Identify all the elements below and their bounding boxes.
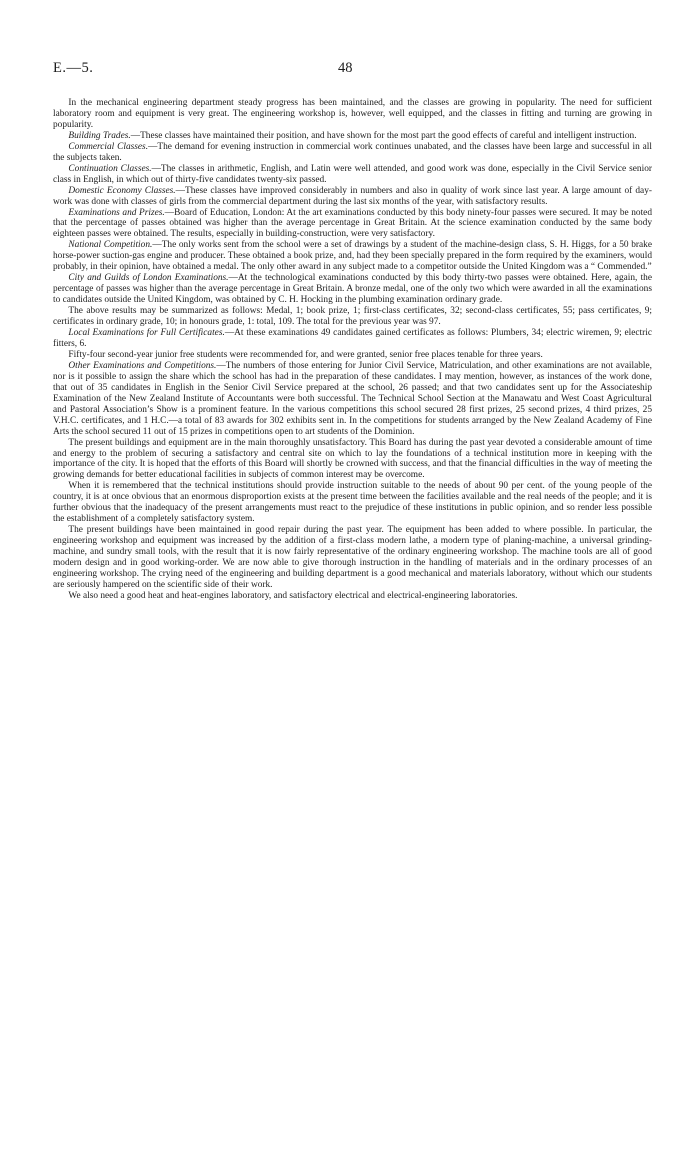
paragraph-text: —These classes have maintained their position, and have shown for the most part the good effects of careful and intelligent instruction. <box>130 130 637 141</box>
paragraph-heading: Examinations and Prizes. <box>68 207 165 218</box>
paragraph-heading: City and Guilds of London Examinations. <box>68 273 229 284</box>
paragraph-heading: Other Examinations and Competitions. <box>68 360 217 371</box>
paragraph-text: —These classes have improved considerably in numbers and also in quality of work since last year. A large amount of day-work was done with classes of girls from the commercial department during the last six months of the year, with satisfactory results. <box>53 185 652 207</box>
paragraph-heading: Commercial Classes. <box>68 141 149 152</box>
paragraph-building-trades <box>53 131 652 142</box>
paragraph-technical-institutions <box>53 481 652 525</box>
paragraph-text: The present buildings have been maintained in good repair during the past year. The equipment has been added to where possible. In particular, the engineering workshop and equipment was increased by the addition of a first-class modern lathe, a modern type of planing-machine, a universal grinding-machine, and sundry small tools, with the result that it is now fairly representative of the ordinary engineering workshop. The machine tools are all of good modern design and in good working-order. We are now able to give thorough instruction in the handling of materials and in the ordinary processes of an engineering workshop. The crying need of the engineering and building department is a good mechanical and materials laboratory, without which our students are seriously hampered on the scientific side of their work. <box>53 525 652 590</box>
paragraph-text: —At the technological examinations conducted by this body thirty-two passes were obtained. Here, again, the percentage of passes was higher than the average percentage in Great Britain. A bronze medal, one of the only two which were awarded in all the examinations to candidates outside the United Kingdom, was obtained by C. H. Hocking in the plumbing examination ordinary grade. <box>53 273 652 306</box>
paragraph-heading: Domestic Economy Classes. <box>68 185 176 196</box>
paragraph-national-competition <box>53 240 652 273</box>
paragraph-local-examinations <box>53 328 652 350</box>
paragraph-heading: Continuation Classes. <box>68 163 152 174</box>
paragraph-examinations-prizes <box>53 208 652 241</box>
paragraph-heading: Local Examinations for Full Certificates. <box>68 328 225 339</box>
paragraph-present-buildings <box>53 438 652 482</box>
report-body <box>53 98 652 602</box>
paragraph-domestic-economy <box>53 186 652 208</box>
paragraph-text: The present buildings and equipment are in the main thoroughly unsatisfactory. This Board has during the past year devoted a considerable amount of time and energy to the problem of securing a satisfactory and central site on which to lay the foundations of a technical institution more in keeping with the importance of the city. It is hoped that the efforts of this Board will shortly be crowned with success, and that the financial difficulties in the way of meeting the growing demands for better educational facilities in subjects of common interest may be overcome. <box>53 437 652 481</box>
paragraph-text: The above results may be summarized as follows: Medal, 1; book prize, 1; first-class certificates, 32; second-class certificates, 55; pass certificates, 9; certificates in ordinary grade, 10; in honours grade, 1: total, 109. The total for the previous year was 97. <box>53 306 652 328</box>
paragraph-text: We also need a good heat and heat-engines laboratory, and satisfactory electrical and electrical-engineering laboratories. <box>68 590 518 601</box>
paragraph-results-summary <box>53 306 652 328</box>
paragraph-text: —The numbers of those entering for Junior Civil Service, Matriculation, and other examinations are not available, nor is it possible to assign the share which the school has had in the preparation of these candidates. I may mention, however, as instances of the work done, that out of 35 candidates in English in the Senior Civil Service prepared at the school, 26 passed; and that two candidates sent up for the Associateship Examination of the New Zealand Institute of Accountants were both successful. The Technical School Section at the Manawatu and West Coast Agricultural and Pastoral Association’s Show is a prominent feature. In the various competitions this school secured 28 first prizes, 25 second prizes, 4 third prizes, 25 V.H.C. certificates, and 1 H.C.—a total of 83 awards for 302 exhibits sent in. In the competitions for students arranged by the New Zealand Academy of Fine Arts the school secured 11 out of 15 prizes in competitions open to art students of the Dominion. <box>53 360 652 437</box>
series-label: E.—5. <box>53 60 94 76</box>
paragraph-heading: National Competition. <box>68 240 153 251</box>
paragraph-text: Fifty-four second-year junior free students were recommended for, and were granted, senior free places tenable for three years. <box>68 349 543 360</box>
paragraph-text: When it is remembered that the technical institutions should provide instruction suitable to the needs of about 90 per cent. of the young people of the country, it is at once obvious that an enormous disproportion exists at the present time between the facilities available and the real needs of the people; and it is further obvious that the inadequacy of the present arrangements must react to the prejudice of these institutions in public opinion, and so render less possible the establishment of a completely satisfactory system. <box>53 481 652 525</box>
paragraph-continuation-classes <box>53 164 652 186</box>
paragraph-text: —At these examinations 49 candidates gained certificates as follows: Plumbers, 34; electric wiremen, 9; electric fitters, 6. <box>53 328 652 349</box>
paragraph-text: —The classes in arithmetic, English, and Latin were well attended, and good work was done, especially in the Civil Service senior class in English, in which out of thirty-five candidates twenty-six passed. <box>53 163 652 185</box>
paragraph-heading: Building Trades. <box>68 130 131 141</box>
page-number: 48 <box>338 60 353 76</box>
paragraph-buildings-repair <box>53 525 652 591</box>
paragraph-mechanical-engineering <box>53 98 652 131</box>
paragraph-text: —Board of Education, London: At the art examinations conducted by this body ninety-four passes were secured. It may be noted that the percentage of passes obtained was higher than the average percentage in Great Britain. At the science examination conducted by the same body eighteen passes were obtained. The results, especially in building-construction, were very satisfactory. <box>53 207 652 240</box>
paragraph-text: —The only works sent from the school were a set of drawings by a student of the machine-design class, S. H. Higgs, for a 50 brake horse-power suction-gas engine and producer. These obtained a book prize, and, had they been specially prepared in the form required by the examiners, would probably, in their opinion, have obtained a medal. The only other award in any subject made to a competitor outside the United Kingdom was a “ Commended.” <box>53 240 652 273</box>
paragraph-text: —The demand for evening instruction in commercial work continues unabated, and the classes have been large and successful in all the subjects taken. <box>53 141 652 163</box>
paragraph-laboratories <box>53 591 652 602</box>
paragraph-free-students <box>53 350 652 361</box>
paragraph-other-examinations <box>53 361 652 438</box>
paragraph-text: In the mechanical engineering department steady progress has been maintained, and the classes are growing in popularity. The need for sufficient laboratory room and equipment is very great. The engineering workshop is, however, well equipped, and the classes in fitting and turning are growing in popularity. <box>53 98 652 130</box>
paragraph-commercial-classes <box>53 142 652 164</box>
paragraph-city-guilds <box>53 273 652 306</box>
